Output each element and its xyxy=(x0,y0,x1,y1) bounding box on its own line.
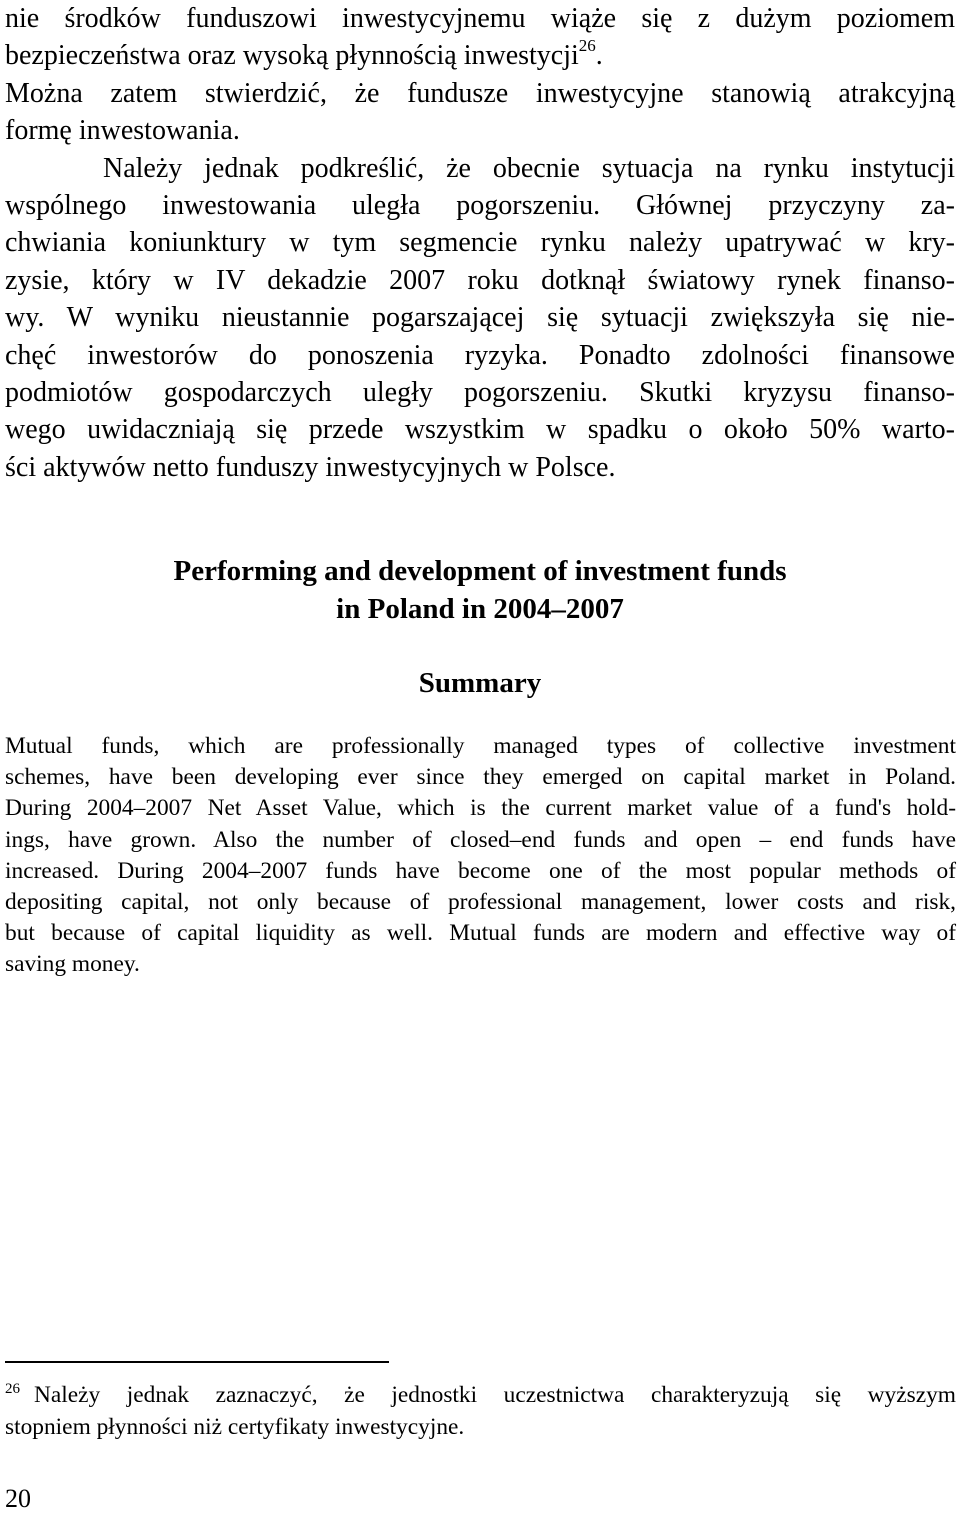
footnote xyxy=(5,1379,956,1443)
footnote-line: stopniem płynności niż certyfikaty inwestycyjne. xyxy=(5,1414,465,1440)
text-line: chwiania koniunktury w tym segmencie rynku należy upatrywać w kry- xyxy=(5,227,955,259)
text-line: wego uwidaczniają się przede wszystkim w spadku o około 50% warto- xyxy=(5,414,955,446)
text-line: Mutual funds, which are professionally managed types of collective investment xyxy=(5,733,956,759)
text-line: Należy jednak podkreślić, że obecnie sytuacja na rynku instytucji xyxy=(103,152,955,184)
footnote-separator xyxy=(5,1361,389,1363)
text-line: depositing capital, not only because of professional management, lower costs and risk, xyxy=(5,889,956,916)
polish-body-text xyxy=(5,0,955,486)
text-line: ings, have grown. Also the number of closed–end funds and open – end funds have xyxy=(5,826,956,853)
text-line: but because of capital liquidity as well. Mutual funds are modern and effective way of xyxy=(5,920,956,947)
summary-title-line: in Poland in 2004–2007 xyxy=(336,593,624,625)
summary-heading: Summary xyxy=(418,667,542,699)
text-line: increased. During 2004–2007 funds have become one of the most popular methods of xyxy=(5,857,956,884)
summary-title-line: Performing and development of investment funds xyxy=(173,555,787,587)
footnote-number: 26 xyxy=(5,1381,20,1397)
text-line: chęć inwestorów do ponoszenia ryzyka. Ponadto zdolności finansowe xyxy=(5,339,955,371)
text-line: nie środków funduszowi inwestycyjnemu wiąże się z dużym poziomem xyxy=(5,3,955,34)
text-line: ści aktywów netto funduszy inwestycyjnych w Polsce. xyxy=(5,451,616,483)
text-line: Można zatem stwierdzić, że fundusze inwestycyjne stanowią atrakcyjną xyxy=(5,77,955,109)
summary-body-text xyxy=(5,731,956,981)
footnote-line xyxy=(5,1379,956,1411)
text-line-suffix: . xyxy=(595,40,603,72)
footnote-text: Należy jednak zaznaczyć, że jednostki uczestnictwa charakteryzują się wyższym xyxy=(34,1382,956,1408)
text-line: podmiotów gospodarczych uległy pogorszeniu. Skutki kryzysu finanso- xyxy=(5,377,955,409)
text-line: During 2004–2007 Net Asset Value, which is the current market value of a fund's hold- xyxy=(5,795,956,822)
summary-title xyxy=(0,552,960,628)
text-line: schemes, have been developing ever since they emerged on capital market in Poland. xyxy=(5,764,956,791)
text-line: wspólnego inwestowania uległa pogorszeniu. Głównej przyczyny za- xyxy=(5,190,955,222)
text-line: saving money. xyxy=(5,951,140,978)
text-line: zysie, który w IV dekadzie 2007 roku dotknął światowy rynek finanso- xyxy=(5,264,955,296)
footnote-reference[interactable]: 26 xyxy=(578,36,596,56)
page-number: 20 xyxy=(5,1484,31,1513)
text-line: wy. W wyniku nieustannie pogarszającej się sytuacji zwiększyła się nie- xyxy=(5,302,955,334)
text-line-content: bezpieczeństwa oraz wysoką płynnością inwestycji xyxy=(5,40,579,72)
text-line: formę inwestowania. xyxy=(5,115,240,147)
text-line xyxy=(5,37,955,74)
